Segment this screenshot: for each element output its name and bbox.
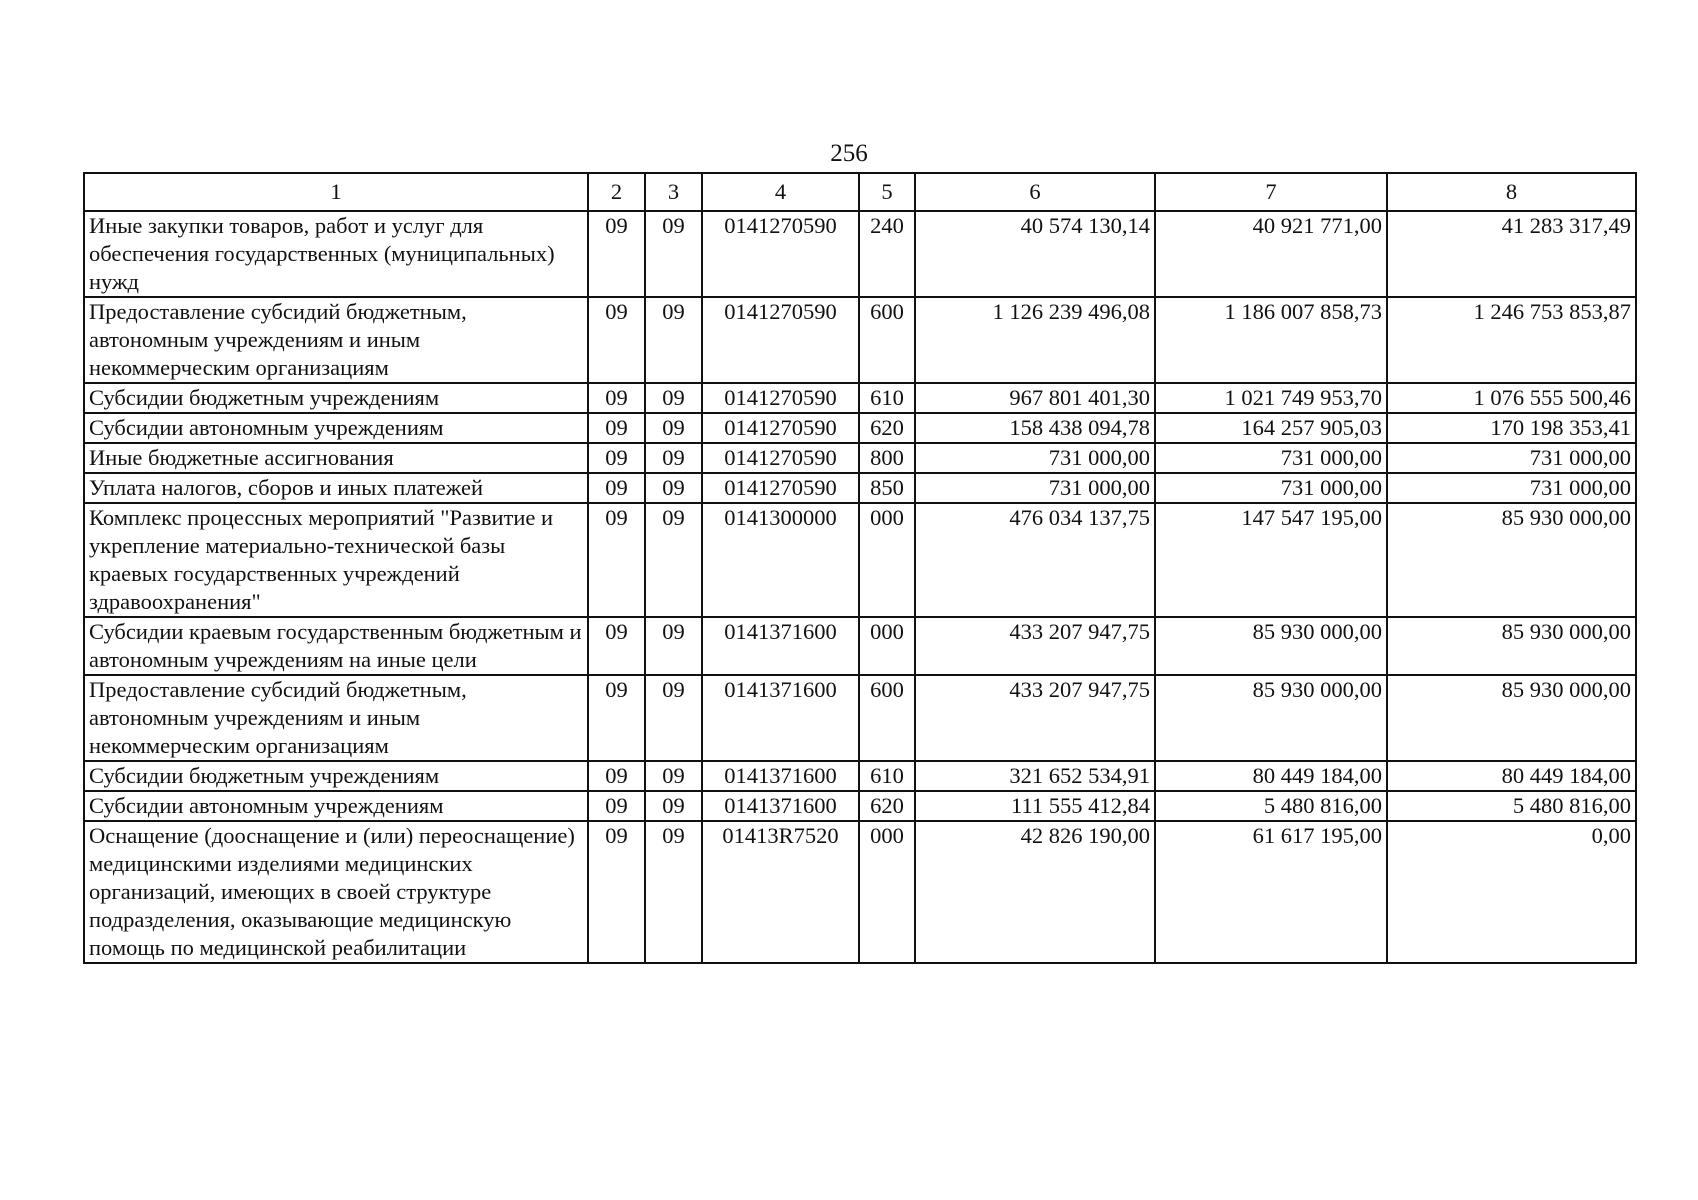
column-header-8: 8: [1387, 173, 1636, 211]
subsection-code: 09: [645, 617, 702, 675]
amount-col-8: 41 283 317,49: [1387, 211, 1636, 297]
subsection-code: 09: [645, 383, 702, 413]
amount-col-8: 0,00: [1387, 821, 1636, 963]
amount-col-8: 731 000,00: [1387, 473, 1636, 503]
subsection-code: 09: [645, 443, 702, 473]
table-row: [84, 443, 1636, 473]
section-code: 09: [588, 211, 645, 297]
subsection-code: 09: [645, 675, 702, 761]
row-name: Субсидии краевым государственным бюджетным и автономным учреждениям на иные цели: [84, 617, 588, 675]
section-code: 09: [588, 413, 645, 443]
subsection-code: 09: [645, 761, 702, 791]
row-name: Субсидии бюджетным учреждениям: [84, 383, 588, 413]
table-row: [84, 821, 1636, 963]
table-row: [84, 761, 1636, 791]
subsection-code: 09: [645, 821, 702, 963]
section-code: 09: [588, 675, 645, 761]
expense-type-code: 800: [859, 443, 915, 473]
expense-type-code: 600: [859, 675, 915, 761]
subsection-code: 09: [645, 473, 702, 503]
section-code: 09: [588, 503, 645, 617]
section-code: 09: [588, 821, 645, 963]
target-article-code: 0141270590: [702, 297, 859, 383]
row-name: Оснащение (дооснащение и (или) переоснащение) медицинскими изделиями медицинских организаций, имеющих в своей структуре подразделения, оказывающие медицинскую помощь по медицинской реабилитации: [84, 821, 588, 963]
expense-type-code: 000: [859, 503, 915, 617]
amount-col-6: 967 801 401,30: [915, 383, 1155, 413]
column-header-1: 1: [84, 173, 588, 211]
column-header-3: 3: [645, 173, 702, 211]
subsection-code: 09: [645, 413, 702, 443]
amount-col-7: 731 000,00: [1155, 443, 1387, 473]
amount-col-8: 85 930 000,00: [1387, 617, 1636, 675]
row-name: Предоставление субсидий бюджетным, автономным учреждениям и иным некоммерческим организациям: [84, 675, 588, 761]
column-header-5: 5: [859, 173, 915, 211]
amount-col-8: 80 449 184,00: [1387, 761, 1636, 791]
amount-col-6: 731 000,00: [915, 443, 1155, 473]
amount-col-7: 85 930 000,00: [1155, 617, 1387, 675]
table-row: [84, 617, 1636, 675]
amount-col-8: 5 480 816,00: [1387, 791, 1636, 821]
expense-type-code: 620: [859, 413, 915, 443]
amount-col-7: 61 617 195,00: [1155, 821, 1387, 963]
section-code: 09: [588, 297, 645, 383]
amount-col-7: 731 000,00: [1155, 473, 1387, 503]
amount-col-6: 321 652 534,91: [915, 761, 1155, 791]
amount-col-7: 147 547 195,00: [1155, 503, 1387, 617]
row-name: Уплата налогов, сборов и иных платежей: [84, 473, 588, 503]
amount-col-7: 1 021 749 953,70: [1155, 383, 1387, 413]
table-row: [84, 297, 1636, 383]
section-code: 09: [588, 383, 645, 413]
amount-col-8: 731 000,00: [1387, 443, 1636, 473]
amount-col-6: 1 126 239 496,08: [915, 297, 1155, 383]
amount-col-6: 433 207 947,75: [915, 617, 1155, 675]
row-name: Субсидии автономным учреждениям: [84, 413, 588, 443]
target-article-code: 0141371600: [702, 761, 859, 791]
budget-table: [83, 172, 1637, 964]
subsection-code: 09: [645, 791, 702, 821]
amount-col-7: 1 186 007 858,73: [1155, 297, 1387, 383]
page-number: 256: [830, 140, 868, 167]
expense-type-code: 000: [859, 821, 915, 963]
expense-type-code: 600: [859, 297, 915, 383]
section-code: 09: [588, 473, 645, 503]
table-row: [84, 413, 1636, 443]
column-header-7: 7: [1155, 173, 1387, 211]
amount-col-7: 80 449 184,00: [1155, 761, 1387, 791]
table-row: [84, 211, 1636, 297]
expense-type-code: 000: [859, 617, 915, 675]
table-row: [84, 383, 1636, 413]
amount-col-8: 1 076 555 500,46: [1387, 383, 1636, 413]
subsection-code: 09: [645, 503, 702, 617]
amount-col-7: 40 921 771,00: [1155, 211, 1387, 297]
expense-type-code: 620: [859, 791, 915, 821]
amount-col-8: 85 930 000,00: [1387, 503, 1636, 617]
target-article-code: 0141371600: [702, 617, 859, 675]
target-article-code: 0141270590: [702, 413, 859, 443]
amount-col-8: 1 246 753 853,87: [1387, 297, 1636, 383]
table-header-row: [84, 173, 1636, 211]
target-article-code: 01413R7520: [702, 821, 859, 963]
table-row: [84, 503, 1636, 617]
section-code: 09: [588, 761, 645, 791]
section-code: 09: [588, 617, 645, 675]
target-article-code: 0141270590: [702, 443, 859, 473]
row-name: Иные бюджетные ассигнования: [84, 443, 588, 473]
row-name: Комплекс процессных мероприятий "Развитие и укрепление материально-технической базы краевых государственных учреждений здравоохранения": [84, 503, 588, 617]
amount-col-7: 5 480 816,00: [1155, 791, 1387, 821]
target-article-code: 0141270590: [702, 473, 859, 503]
amount-col-6: 42 826 190,00: [915, 821, 1155, 963]
target-article-code: 0141371600: [702, 675, 859, 761]
target-article-code: 0141371600: [702, 791, 859, 821]
target-article-code: 0141270590: [702, 211, 859, 297]
section-code: 09: [588, 443, 645, 473]
row-name: Предоставление субсидий бюджетным, автономным учреждениям и иным некоммерческим организациям: [84, 297, 588, 383]
amount-col-6: 111 555 412,84: [915, 791, 1155, 821]
amount-col-6: 476 034 137,75: [915, 503, 1155, 617]
amount-col-6: 158 438 094,78: [915, 413, 1155, 443]
expense-type-code: 240: [859, 211, 915, 297]
amount-col-6: 731 000,00: [915, 473, 1155, 503]
table-row: [84, 791, 1636, 821]
subsection-code: 09: [645, 211, 702, 297]
expense-type-code: 850: [859, 473, 915, 503]
column-header-6: 6: [915, 173, 1155, 211]
target-article-code: 0141270590: [702, 383, 859, 413]
target-article-code: 0141300000: [702, 503, 859, 617]
column-header-2: 2: [588, 173, 645, 211]
section-code: 09: [588, 791, 645, 821]
table-row: [84, 473, 1636, 503]
column-header-4: 4: [702, 173, 859, 211]
amount-col-7: 164 257 905,03: [1155, 413, 1387, 443]
row-name: Субсидии автономным учреждениям: [84, 791, 588, 821]
amount-col-6: 40 574 130,14: [915, 211, 1155, 297]
subsection-code: 09: [645, 297, 702, 383]
amount-col-8: 85 930 000,00: [1387, 675, 1636, 761]
amount-col-6: 433 207 947,75: [915, 675, 1155, 761]
expense-type-code: 610: [859, 761, 915, 791]
expense-type-code: 610: [859, 383, 915, 413]
row-name: Субсидии бюджетным учреждениям: [84, 761, 588, 791]
row-name: Иные закупки товаров, работ и услуг для обеспечения государственных (муниципальных) нужд: [84, 211, 588, 297]
table-row: [84, 675, 1636, 761]
amount-col-7: 85 930 000,00: [1155, 675, 1387, 761]
amount-col-8: 170 198 353,41: [1387, 413, 1636, 443]
